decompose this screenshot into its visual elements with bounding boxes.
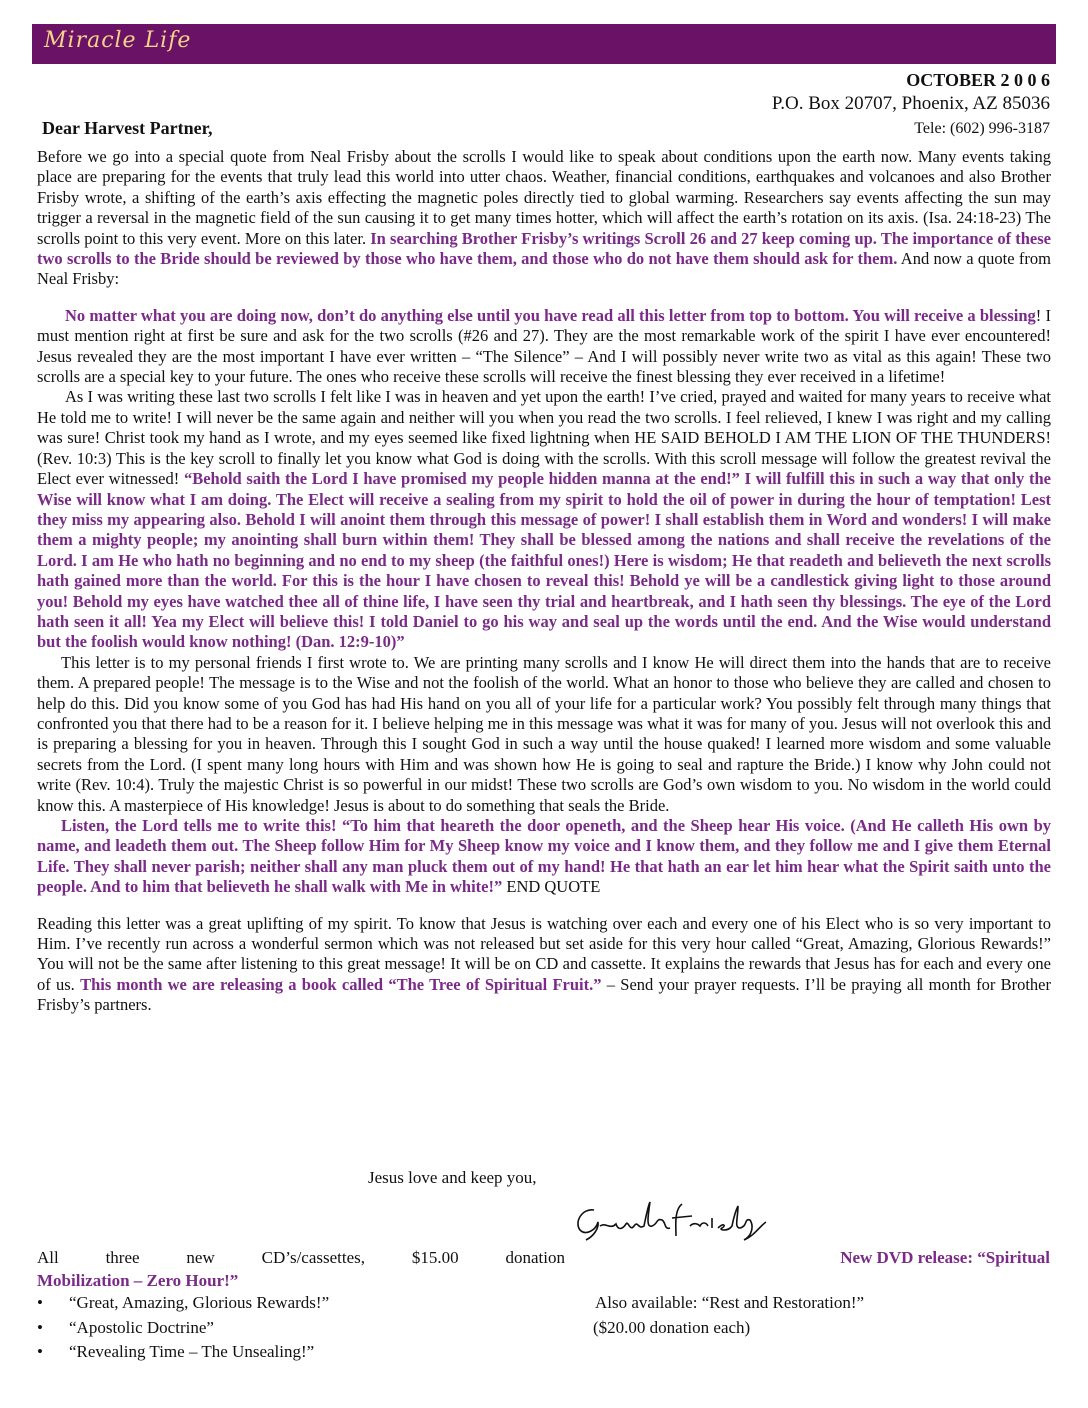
paragraph-intro — [37, 147, 1051, 290]
paragraph-listen — [37, 816, 1051, 898]
paragraph-personal-friends: This letter is to my personal friends I first wrote to. We are printing many scrolls and I know He will direct them into the hands that are to receive them. A prepared people! The message is to the Wise and not the foolish of the world. What an honor to those who believe they are called and chosen to help do this. Did you know some of you God has had His hand on you all of your life for a particular work? You possibly felt through many things that confronted you that there had to be a reason for it. I believe helping me in this message was what it was for many of you. Jesus will not overlook this and is preparing a blessing for you in heaven. Through this I sought God in such a way until the house quaked! I learned more wisdom and some valuable secrets from the Lord. (I spent many long hours with Him and was shown how He is going to seal and rapture the Bride.) I know why John could not write (Rev. 10:4). Truly the majestic Christ is so powerful in our midst! These two scrolls are God’s own wisdom to you. No wisdom in the world could know this. A masterpiece of His knowledge! Jesus is about to do something that seals the Bride. — [37, 652, 1051, 815]
paragraph-quote-start — [37, 306, 1051, 388]
text-span: – Send your prayer requests. I’ll be praying all month for Brother Frisby’s partners. — [37, 974, 1051, 1015]
highlight-text: No matter what you are doing now, don’t do anything else until you have read all this letter from top to bottom. You will receive a blessing — [65, 305, 1036, 325]
header-banner — [32, 24, 1056, 64]
also-available: Also available: “Rest and Restoration!” — [595, 1293, 865, 1312]
text-span: Reading this letter was a great uplifting of my spirit. To know that Jesus is watching over each and every one of his Elect who is so very important to Him. I’ve recently run across a wonderful sermon which was not released but set aside for this very hour called “Great, Amazing, Glorious Rewards!” You will not be the same after listening to this great message! It will be on CD and cassette. It explains the rewards that Jesus has for each and every one of us. — [37, 913, 1051, 994]
highlight-text: Listen, the Lord tells me to write this! “To him that heareth the door openeth, and the Sheep hear His voice. (And He calleth His own by name, and leadeth them out. The Sheep follow Him for My Sheep know my voice and I know them, and they follow me and I give them Eternal Life. They shall never parish; neither shall any man pluck them out of my hand! He that hath an ear let him hear what the Spirit saith unto the people. And to him that believeth he shall walk with Me in white!” — [37, 816, 1051, 897]
list-item: • “Great, Amazing, Glorious Rewards!” — [37, 1293, 329, 1318]
paragraph-closing-notes — [37, 914, 1051, 1016]
text-span: ! I must mention right at first be sure and ask for the two scrolls (#26 and 27). They are the most remarkable work of the spirit I have ever encountered! Jesus revealed they are the most important I have ever written – “The Silence” – And I will possibly never write two as vital as this again! These two scrolls are a special key to your future. The ones who receive these scrolls will receive the finest blessing they ever received in a lifetime! — [37, 305, 1051, 387]
closing-line: Jesus love and keep you, — [368, 1168, 537, 1187]
highlight-text: This month we are releasing a book called “The Tree of Spiritual Fruit.” — [80, 974, 602, 994]
text-span: As I was writing these last two scrolls I felt like I was in heaven and yet upon the earth! I’ve cried, prayed and waited for many years to receive what He told me to write! I will never be the same again and neither will you when you read the two scrolls. I feel relieved, I knew I was right and my calling was sure! Christ took my hand as I wrote, and my eyes seemed like fixed lightning when HE SAID BEHOLD I AM THE LION OF THE THUNDERS! (Rev. 10:3) This is the key scroll to finally let you know what God is doing with the scrolls. With this scroll message will follow the greatest revival the Elect ever witnessed! — [37, 387, 1051, 489]
cd-title-list — [37, 1293, 329, 1367]
text-span: Before we go into a special quote from Neal Frisby about the scrolls I would like to speak about conditions upon the earth now. Many events taking place are preparing for the events that truly lead this world into utter chaos. Weather, financial conditions, earthquakes and volcanoes and also Brother Frisby wrote, a shifting of the earth’s axis effecting the magnetic poles directly tied to global warming. Researchers say events affecting the sun may trigger a reversal in the magnetic field of the sun causing it to get many times hotter, which will affect the earth’s rotation on its axis. (Isa. 24:18-23) The scrolls point to this very event. More on this later. — [37, 147, 1051, 248]
highlight-text: In searching Brother Frisby’s writings Scroll 26 and 27 keep coming up. The importance of these two scrolls to the Bride should be reviewed by those who have them, and those who do not have them should ask for them. — [37, 228, 1051, 269]
list-item: • “Revealing Time – The Unsealing!” — [37, 1342, 329, 1367]
highlight-text: “Behold saith the Lord I have promised my people hidden manna at the end!” I will fulfill this in such a way that only the Wise will know what I am doing. The Elect will receive a sealing from my spirit to hold the oil of power in during the hour of temptation! Lest they miss my appearing also. Behold I will anoint them through this message of power! I shall establish them in Word and wonders! I will make them a mighty people; my anointing shall burn within them! They shall be blessed among the nations and shall receive the revelations of the Lord. I am He who hath no beginning and no end to my sheep (the faithful ones!) Here is wisdom; He that readeth and believeth the next scrolls hath gained more than the world. For this is the hour I have chosen to reveal this! Behold ye will be a candlestick giving light to those around you! Behold my eyes have watched thee all of thine life, I have seen thy trial and heartbreak, and I hath seen thy blessings. The eye of the Lord hath seen it all! Yea my Elect will believe this! I told Daniel to go his way and seal up the words until the end. And the Wise would understand but the foolish would know nothing! (Dan. 12:9-10)” — [37, 469, 1052, 652]
text-span: END QUOTE — [502, 877, 601, 897]
greeting: Dear Harvest Partner, — [42, 118, 213, 138]
offer-cd-cassettes: All three new CD’s/cassettes, $15.00 donation — [37, 1248, 565, 1267]
mailing-address: P.O. Box 20707, Phoenix, AZ 85036 — [771, 93, 1050, 114]
signature-image — [572, 1196, 782, 1244]
letter-body — [37, 147, 1051, 1016]
offer-dvd-release: New DVD release: “Spiritual — [840, 1248, 1050, 1267]
text-span: And now a quote from Neal Frisby: — [37, 249, 1051, 289]
telephone: Tele: (602) 996-3187 — [914, 120, 1050, 137]
banner-title: Miracle Life — [44, 28, 192, 53]
letter-date: OCTOBER 2 0 0 6 — [906, 70, 1050, 90]
list-item: • “Apostolic Doctrine” — [37, 1318, 329, 1343]
paragraph-writing-scrolls — [37, 387, 1051, 652]
donation-price: ($20.00 donation each) — [593, 1318, 751, 1337]
offer-dvd-title: Mobilization – Zero Hour!” — [37, 1271, 239, 1290]
